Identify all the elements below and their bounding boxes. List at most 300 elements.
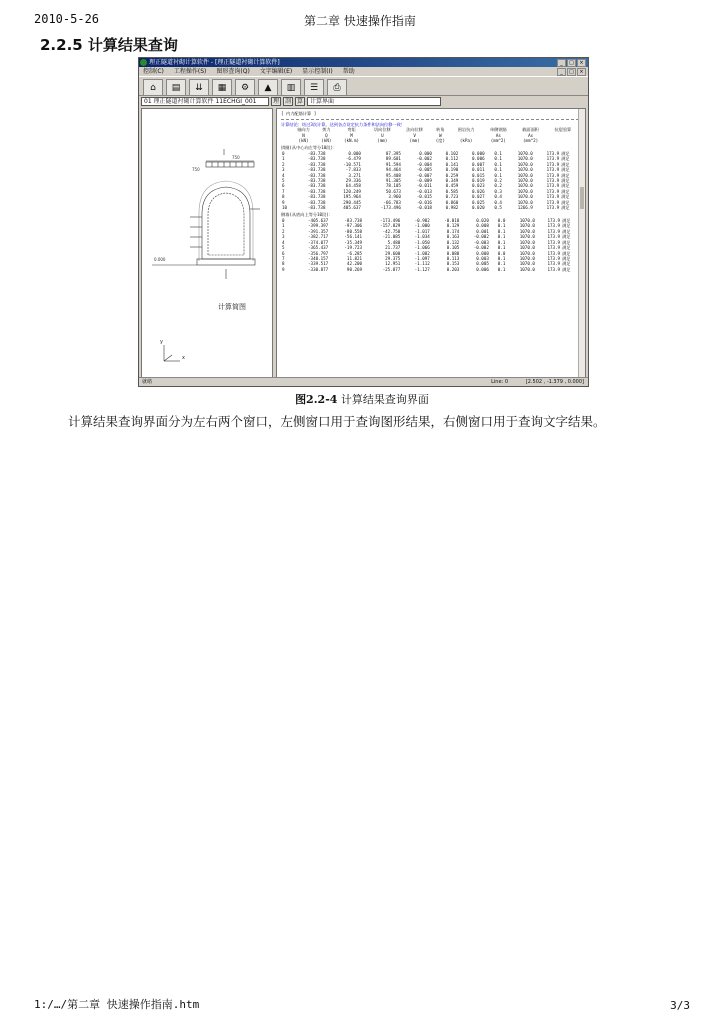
table-cell: 94.464: [385, 167, 401, 173]
table-cell: 满足: [561, 151, 570, 156]
table-cell: 87.395: [385, 151, 401, 156]
table-cell: 0.1: [497, 234, 506, 240]
block1-label: 拱圈(从中心向左等分10段)：: [281, 145, 338, 151]
section-title: 2.2.5 计算结果查询: [40, 36, 178, 54]
text-pane-scrollbar[interactable]: [578, 109, 585, 377]
table-cell: 0.1: [497, 228, 506, 234]
table-cell: 0.000: [472, 151, 485, 156]
table-cell: -1.112: [414, 261, 430, 267]
figure-caption: [0, 391, 724, 407]
table-cell: 29.336: [345, 178, 361, 184]
table-cell: 0.105: [446, 245, 460, 251]
header-chapter: 第二章 快速操作指南: [304, 14, 416, 28]
table-cell: 3: [282, 167, 285, 173]
table-cell: -157.829: [380, 223, 401, 229]
table-cell: -0.002: [416, 156, 432, 162]
table-cell: 0.3: [494, 188, 502, 194]
table-cell: 5: [282, 178, 285, 184]
table-cell: 1070.0: [517, 183, 533, 189]
table-cell: 满足: [561, 161, 570, 167]
table-cell: -83.738: [307, 161, 326, 167]
col-header-cell: N: [302, 132, 305, 138]
table-cell: 满足: [561, 188, 570, 194]
table-cell: 120.249: [343, 188, 361, 194]
table-cell: -330.877: [308, 266, 329, 272]
material-icon[interactable]: ▦: [212, 79, 232, 96]
table-cell: -83.738: [307, 172, 326, 178]
block2-label: 侧墙(从底向上等分10段)：: [281, 212, 333, 218]
table-cell: -1.034: [414, 234, 430, 240]
table-cell: 2: [282, 228, 285, 234]
table-cell: -382.717: [308, 234, 329, 240]
table-cell: 1070.0: [517, 167, 533, 173]
table-cell: 0.190: [445, 167, 459, 173]
table-cell: 91.305: [385, 178, 401, 184]
table-cell: 1070.0: [519, 261, 535, 267]
table-cell: -0.011: [416, 183, 432, 189]
table-cell: 满足: [561, 178, 570, 184]
table-cell: 6: [282, 250, 285, 256]
table-cell: 0.1: [497, 261, 506, 267]
table-cell: 3.271: [348, 172, 361, 178]
table-cell: -339.517: [308, 261, 329, 267]
col-header-cell: As: [528, 132, 534, 138]
table-cell: 1070.0: [519, 234, 535, 240]
table-cell: 0.113: [446, 255, 460, 261]
table-cell: 1266.9: [517, 205, 533, 211]
table-cell: 0.1: [494, 161, 502, 167]
col-header-cell: (kPa): [459, 138, 473, 143]
table-cell: 0.259: [445, 172, 459, 178]
table-cell: 0.0: [497, 218, 506, 224]
table-cell: 0.102: [445, 151, 459, 156]
table-cell: 173.9: [547, 218, 561, 224]
table-cell: 195.964: [343, 194, 361, 200]
table-cell: 90.269: [346, 266, 363, 272]
table-cell: 4: [282, 239, 285, 245]
table-cell: 满足: [562, 223, 571, 229]
toolbar: [139, 76, 588, 96]
col-header-cell: [547, 138, 579, 143]
table-cell: 0.1: [497, 255, 506, 261]
table-cell: 0.015: [472, 172, 485, 178]
table-cell: 29.375: [385, 255, 401, 261]
doc-minimize-icon[interactable]: _: [557, 68, 566, 76]
tunnel-lining-icon[interactable]: ▤: [166, 79, 186, 96]
table-cell: 1070.0: [519, 245, 535, 251]
table-cell: 0.000: [348, 151, 361, 156]
close-icon[interactable]: ×: [577, 59, 586, 67]
table-cell: -0.015: [416, 194, 432, 200]
calculate-icon[interactable]: ⚙: [235, 79, 255, 96]
doc-close-icon[interactable]: ×: [577, 68, 586, 76]
menu-project[interactable]: 工程操作(S): [173, 68, 207, 75]
table-cell: 173.9: [546, 205, 560, 211]
table-cell: 0.112: [445, 156, 459, 162]
table-cell: -348.157: [308, 255, 329, 261]
table-cell: -83.738: [307, 178, 326, 184]
col-header-cell: (kN): [298, 138, 309, 143]
app-screenshot: [138, 57, 589, 387]
table-cell: 0.141: [445, 161, 459, 167]
footer-page: 3/3: [670, 999, 690, 1012]
table-cell: 42.200: [346, 261, 363, 267]
table-cell: -0.018: [444, 218, 460, 224]
header-table: [281, 127, 579, 143]
table-cell: -42.750: [382, 228, 401, 234]
figure-label: 计算简图: [218, 303, 246, 311]
table-cell: 1070.0: [517, 178, 533, 184]
table-cell: 405.637: [343, 205, 361, 211]
maximize-icon[interactable]: □: [567, 59, 576, 67]
table-cell: -83.738: [344, 218, 363, 224]
table-cell: 0.011: [472, 167, 485, 173]
table-cell: -1.127: [414, 266, 430, 272]
col-header-cell: 剪力: [322, 127, 331, 133]
svg-text:750: 750: [232, 155, 240, 160]
table-cell: -56.141: [344, 234, 363, 240]
header-date: 2010-5-26: [34, 12, 100, 26]
table-cell: 78.105: [385, 183, 401, 189]
table-cell: 满足: [562, 250, 571, 256]
table-cell: 0.1: [494, 156, 502, 162]
table-cell: -1.066: [414, 245, 430, 251]
table-cell: 0.585: [445, 188, 459, 194]
table-cell: 173.9: [547, 239, 561, 245]
table-cell: 0.860: [445, 199, 459, 205]
table-cell: 0.153: [446, 261, 460, 267]
col-header-cell: 转角: [436, 127, 445, 133]
table-cell: 0.1: [497, 266, 506, 272]
table-cell: 0.203: [446, 266, 460, 272]
table-cell: 满足: [562, 261, 571, 267]
table-cell: 0.006: [476, 266, 489, 272]
result-graph-icon[interactable]: ▥: [281, 79, 301, 96]
table-cell: 0.1: [494, 151, 502, 156]
table-cell: 173.9: [546, 194, 560, 200]
table-cell: -83.738: [307, 199, 326, 205]
block2-table: [281, 218, 579, 272]
table-cell: 0.027: [472, 194, 485, 200]
col-header-cell: 切向位移: [373, 127, 391, 133]
table-cell: 0.5: [494, 205, 502, 211]
table-cell: -0.002: [473, 234, 489, 240]
table-cell: -405.637: [308, 218, 329, 224]
body-paragraph: 计算结果查询界面分为左右两个窗口，左侧窗口用于查询图形结果，右侧窗口用于查询文字结果。: [68, 414, 606, 429]
table-cell: 1070.0: [519, 228, 535, 234]
table-cell: 11.821: [346, 255, 363, 261]
doc-window-controls: [557, 68, 586, 76]
table-cell: -83.738: [307, 151, 326, 156]
col-header-cell: U: [381, 132, 384, 138]
table-cell: 满足: [561, 172, 570, 178]
table-cell: 50.673: [385, 188, 401, 194]
table-cell: 173.9: [546, 151, 560, 156]
table-cell: -399.397: [308, 223, 329, 229]
table-cell: 满足: [561, 167, 570, 173]
table-cell: 1070.0: [519, 223, 535, 229]
table-cell: -25.877: [382, 266, 401, 272]
table-cell: 173.9: [547, 266, 561, 272]
table-cell: 1070.0: [519, 250, 535, 256]
table-cell: -83.738: [307, 156, 326, 162]
table-cell: -83.738: [307, 167, 326, 173]
table-cell: 0.0: [497, 250, 506, 256]
minimize-icon[interactable]: _: [557, 59, 566, 67]
panes: [141, 108, 586, 378]
col-header-cell: 单侧钢筋: [489, 127, 507, 133]
table-cell: -0.016: [416, 199, 432, 205]
table-cell: 0.2: [494, 183, 502, 189]
table-cell: 0.1: [497, 245, 506, 251]
table-cell: 8: [282, 261, 285, 267]
doc-maximize-icon[interactable]: □: [567, 68, 576, 76]
table-cell: -21.085: [382, 234, 401, 240]
view-select[interactable]: 计算界面: [307, 97, 441, 106]
table-cell: 0.1: [497, 223, 506, 229]
col-header-cell: M: [350, 132, 353, 138]
table-cell: 173.9: [546, 183, 560, 189]
scrollbar-thumb[interactable]: [580, 187, 584, 209]
table-cell: 0.129: [446, 223, 460, 229]
table-cell: -365.437: [308, 245, 329, 251]
table-cell: 0.003: [476, 255, 489, 261]
table-cell: -0.009: [416, 178, 432, 184]
caption-number: 图2.2-4: [295, 393, 338, 406]
table-cell: -6.479: [345, 156, 361, 162]
table-cell: 满足: [561, 194, 570, 200]
table-cell: 173.9: [546, 178, 560, 184]
table-cell: 0.006: [472, 156, 485, 162]
run-icon[interactable]: ▲: [258, 79, 278, 96]
table-cell: 0.008: [476, 223, 489, 229]
table-cell: 1070.0: [517, 151, 533, 156]
table-cell: 满足: [562, 218, 571, 224]
table-cell: 满足: [561, 199, 570, 205]
tunnel-section-icon[interactable]: ⌂: [143, 79, 163, 96]
table-cell: 0.001: [476, 228, 489, 234]
table-cell: 290.445: [343, 199, 361, 205]
status-line: Line: 0: [491, 379, 508, 385]
table-cell: -35.349: [344, 239, 363, 245]
table-cell: 8: [282, 194, 285, 200]
status-position: [2.502 , -1.379 , 0.000]: [525, 379, 584, 385]
table-cell: 173.9: [546, 199, 560, 205]
table-cell: 0.1: [494, 172, 502, 178]
table-cell: 满足: [561, 183, 570, 189]
table-cell: 0.020: [472, 205, 485, 211]
table-cell: 9: [282, 266, 285, 272]
table-cell: 1: [282, 223, 285, 229]
col-header-cell: (mm^2): [490, 138, 506, 143]
table-cell: 64.458: [345, 183, 361, 189]
table-cell: 12.951: [385, 261, 401, 267]
table-cell: -374.077: [308, 239, 329, 245]
table-cell: 10: [282, 205, 288, 211]
table-cell: 0.4: [494, 194, 502, 200]
col-header-cell: 抗裂验算: [554, 127, 572, 133]
text-hint: 计算结论：结过3次计算，达到各点设定抗力条件和法向位移一致！: [281, 121, 405, 127]
col-header-cell: As: [495, 132, 501, 138]
text-title: [ 内力配筋计算 ]: [281, 111, 317, 116]
table-cell: 0.132: [446, 239, 460, 245]
col-header-cell: Q: [325, 132, 328, 138]
table-cell: 173.9: [546, 172, 560, 178]
table-cell: 0.026: [472, 188, 485, 194]
table-cell: -80.558: [344, 228, 363, 234]
table-cell: -0.018: [416, 205, 432, 211]
view-tab-suan[interactable]: 算: [297, 98, 304, 105]
table-cell: 0.1: [497, 239, 506, 245]
table-cell: -97.306: [344, 223, 363, 229]
menu-graph-query[interactable]: 图形查询(Q): [216, 68, 250, 75]
table-cell: 89.601: [385, 156, 401, 162]
menu-display[interactable]: 显示控制(I): [302, 68, 333, 75]
table-cell: -66.783: [383, 199, 401, 205]
view-tab-pou[interactable]: 剖: [285, 98, 292, 105]
table-cell: 0.163: [446, 234, 460, 240]
table-cell: 1070.0: [517, 199, 533, 205]
table-cell: 满足: [562, 239, 571, 245]
status-bar: [139, 377, 588, 386]
table-cell: 173.9: [547, 228, 561, 234]
table-cell: -0.007: [416, 172, 432, 178]
table-cell: 0.023: [472, 183, 485, 189]
table-cell: -173.496: [380, 218, 401, 224]
table-cell: -391.357: [308, 228, 329, 234]
table-cell: 95.408: [385, 172, 401, 178]
table-cell: 0: [282, 218, 285, 224]
text-pane[interactable]: [276, 108, 586, 378]
col-header-cell: (mm): [409, 138, 420, 143]
result-text-icon[interactable]: ☰: [304, 79, 324, 96]
table-cell: 173.9: [547, 255, 561, 261]
table-cell: 0: [282, 151, 285, 156]
table-cell: -10.571: [343, 161, 361, 167]
table-cell: 7: [282, 188, 285, 194]
table-cell: -1.000: [414, 223, 430, 229]
table-cell: -0.004: [416, 161, 432, 167]
table-cell: -173.496: [380, 205, 401, 211]
col-header-cell: (kN.m): [343, 138, 360, 143]
table-cell: 7: [282, 255, 285, 261]
table-cell: 0.459: [445, 183, 459, 189]
table-cell: 0.005: [476, 261, 489, 267]
table-cell: -19.723: [344, 245, 363, 251]
col-header-cell: (mm^2): [523, 138, 539, 143]
table-cell: 满足: [562, 266, 571, 272]
table-cell: 1070.0: [517, 161, 533, 167]
table-cell: -7.833: [345, 167, 361, 173]
graph-pane[interactable]: [141, 108, 273, 378]
project-select[interactable]: 01 理正隧道衬砌计算软件 11ECHGI_001: [141, 97, 269, 106]
table-cell: -1.082: [414, 250, 430, 256]
table-cell: 0.020: [476, 218, 489, 224]
table-cell: 满足: [562, 228, 571, 234]
table-cell: -1.050: [414, 239, 430, 245]
col-header-cell: 法向位移: [406, 127, 423, 133]
table-cell: 5.480: [387, 239, 401, 245]
table-cell: 1070.0: [519, 218, 535, 224]
table-cell: 1070.0: [517, 188, 533, 194]
table-cell: 1070.0: [519, 266, 535, 272]
table-cell: 173.9: [547, 245, 561, 251]
load-icon[interactable]: ⇊: [189, 79, 209, 96]
menu-help[interactable]: 帮助: [342, 68, 355, 75]
table-cell: 0.000: [419, 151, 432, 156]
col-header-cell: 弯矩: [347, 127, 356, 133]
table-cell: 0.080: [446, 250, 460, 256]
table-cell: 0.723: [445, 194, 459, 200]
table-cell: -6.285: [346, 250, 363, 256]
table-cell: -1.017: [414, 228, 430, 234]
table-cell: 1070.0: [517, 156, 533, 162]
table-cell: 173.9: [546, 188, 560, 194]
table-cell: 0.349: [445, 178, 459, 184]
table-cell: 1070.0: [517, 194, 533, 200]
table-cell: -0.003: [473, 239, 489, 245]
table-cell: 29.600: [385, 250, 401, 256]
table-cell: -0.982: [414, 218, 430, 224]
table-cell: 满足: [562, 245, 571, 251]
table-cell: 21.737: [385, 245, 401, 251]
table-cell: 满足: [561, 205, 570, 211]
block1-table: [281, 151, 579, 210]
svg-text:750: 750: [192, 167, 200, 172]
table-cell: 0.000: [476, 250, 489, 256]
window-titlebar: [139, 58, 588, 67]
table-cell: -83.738: [307, 205, 326, 211]
table-cell: 0.1: [494, 167, 502, 173]
table-cell: -1.097: [414, 255, 430, 261]
col-header-cell: (度): [435, 138, 445, 143]
table-cell: 173.9: [547, 223, 561, 229]
table-cell: 2: [282, 161, 285, 167]
table-cell: 91.594: [385, 161, 401, 167]
table-cell: 3: [282, 234, 285, 240]
menu-text-edit[interactable]: 文字编辑(E): [259, 68, 293, 75]
view-tab-li[interactable]: 理: [273, 98, 280, 105]
print-icon[interactable]: ⎙: [327, 79, 347, 96]
col-header-cell: (mm): [377, 138, 388, 143]
table-cell: 1070.0: [519, 255, 535, 261]
col-header-cell: 截面面积: [522, 127, 539, 133]
menu-control[interactable]: 控制(C): [143, 68, 164, 75]
table-cell: -83.738: [307, 188, 326, 194]
svg-text:y: y: [160, 339, 163, 345]
selector-bar: [139, 96, 588, 107]
tunnel-diagram: [142, 109, 272, 377]
table-cell: 0.174: [446, 228, 460, 234]
table-cell: 173.9: [546, 161, 560, 167]
col-header-cell: 围岩抗力: [457, 127, 475, 133]
table-cell: 满足: [561, 156, 570, 162]
table-cell: -0.005: [416, 167, 432, 173]
caption-text: 计算结果查询界面: [340, 393, 429, 406]
svg-text:0.000: 0.000: [154, 257, 166, 262]
table-cell: -0.002: [473, 245, 489, 251]
table-cell: 1: [282, 156, 285, 162]
table-cell: 0.982: [445, 205, 459, 211]
table-cell: 3.960: [388, 194, 401, 200]
table-cell: 4: [282, 172, 285, 178]
app-icon: [140, 59, 147, 66]
table-cell: 1070.0: [519, 239, 535, 245]
svg-text:x: x: [182, 355, 185, 361]
footer-path: 1:/…/第二章 快速操作指南.htm: [34, 998, 200, 1011]
status-ready: 就绪: [142, 379, 153, 385]
col-header-cell: W: [439, 132, 442, 138]
